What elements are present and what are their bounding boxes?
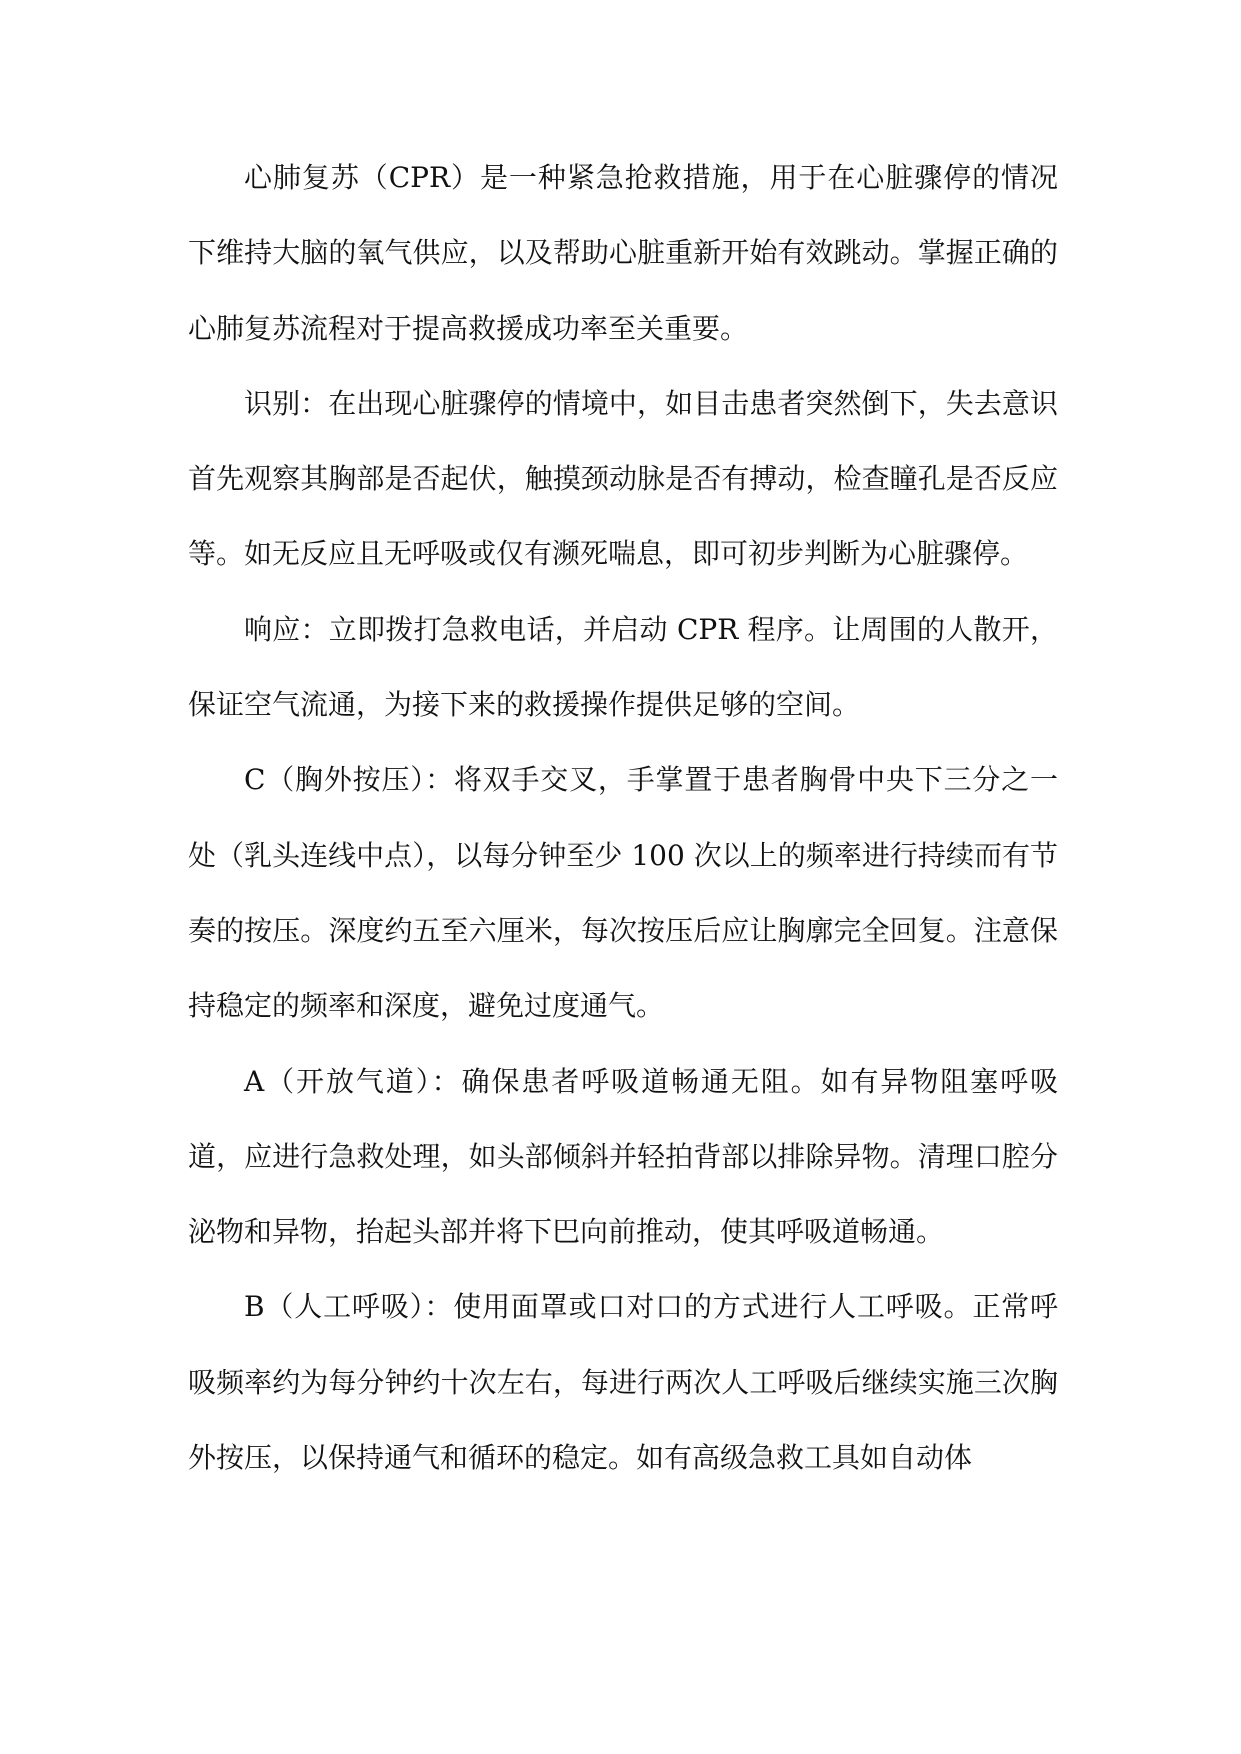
paragraph-compressions: C（胸外按压）：将双手交叉，手掌置于患者胸骨中央下三分之一处（乳头连线中点），以每分钟至少 100 次以上的频率进行持续而有节奏的按压。深度约五至六厘米，每次按压后应让胸廓完全回复。注意保持稳定的频率和深度，避免过度通气。 bbox=[188, 763, 1058, 1023]
paragraph-intro: 心肺复苏（CPR）是一种紧急抢救措施，用于在心脏骤停的情况下维持大脑的氧气供应，以及帮助心脏重新开始有效跳动。掌握正确的心肺复苏流程对于提高救援成功率至关重要。 bbox=[188, 161, 1058, 345]
paragraph-recognition: 识别：在出现心脏骤停的情境中，如目击患者突然倒下，失去意识首先观察其胸部是否起伏，触摸颈动脉是否有搏动，检查瞳孔是否反应等。如无反应且无呼吸或仅有濒死喘息，即可初步判断为心脏骤停。 bbox=[188, 386, 1058, 571]
paragraph-response: 响应：立即拨打急救电话，并启动 CPR 程序。让周围的人散开，保证空气流通，为接下来的救援操作提供足够的空间。 bbox=[188, 612, 1058, 722]
paragraph-airway: A（开放气道）：确保患者呼吸道畅通无阻。如有异物阻塞呼吸道，应进行急救处理，如头部倾斜并轻拍背部以排除异物。清理口腔分泌物和异物，抬起头部并将下巴向前推动，使其呼吸道畅通。 bbox=[188, 1064, 1058, 1249]
paragraph-breathing: B（人工呼吸）：使用面罩或口对口的方式进行人工呼吸。正常呼吸频率约为每分钟约十次左右，每进行两次人工呼吸后继续实施三次胸外按压，以保持通气和循环的稳定。如有高级急救工具如自动体 bbox=[188, 1290, 1058, 1475]
document-body bbox=[188, 140, 1058, 1495]
